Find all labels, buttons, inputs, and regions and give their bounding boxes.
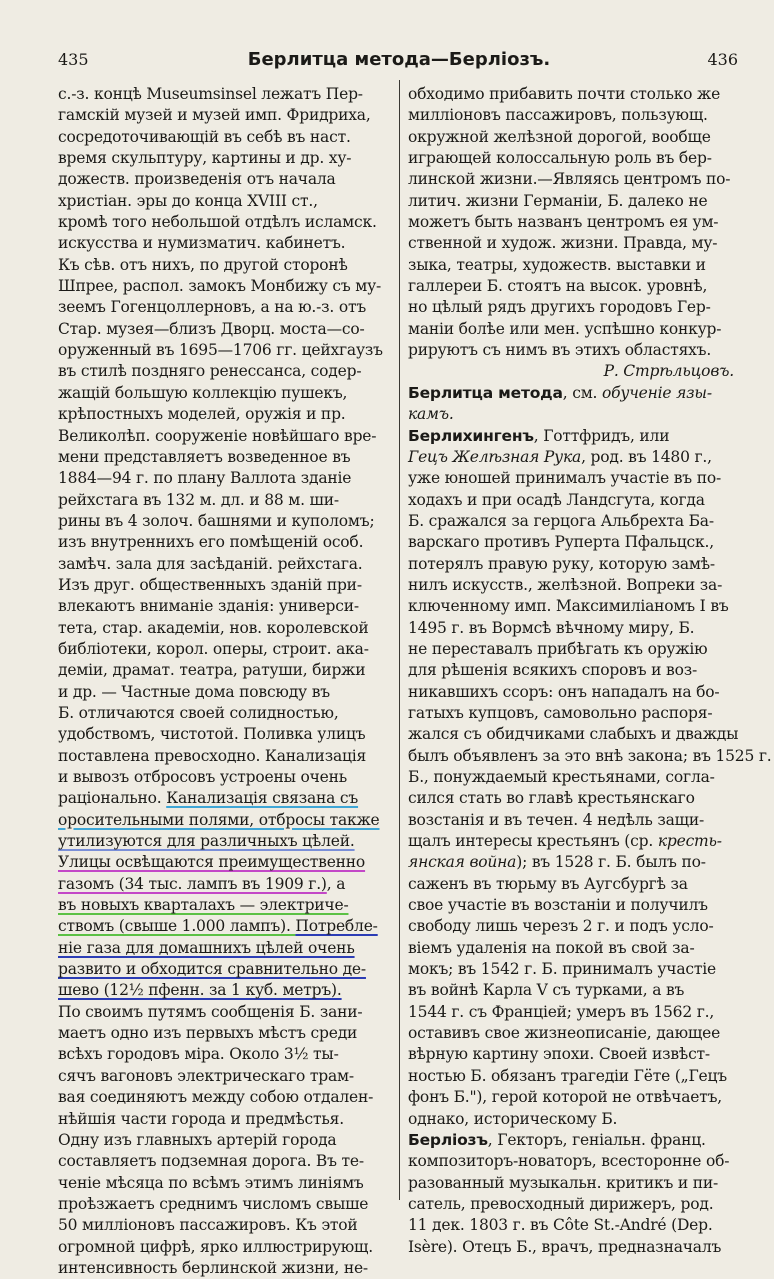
text-line: но цѣлый рядъ другихъ городовъ Гер- [408,298,711,317]
text-line: сился стать во главѣ крестьянскаго [408,789,695,808]
text-line: замѣч. зала для засѣданій. рейхстага. [58,554,363,573]
text-line: дожеств. произведенія отъ начала [58,170,336,189]
text-line: сатель, превосходный дирижеръ, род. [408,1194,714,1213]
highlighted-text: оросительными полями, отбросы также [58,810,380,829]
text-line: изъ внутреннихъ его помѣщеній особ. [58,533,364,552]
text-line: рируютъ съ нимъ въ этихъ областяхъ. [408,341,712,360]
text-line: и др. — Частные дома повсюду въ [58,682,330,701]
text-line: сячъ вагоновъ электрическаго трам- [58,1066,354,1085]
text-line: составляетъ подземная дорога. Въ те- [58,1152,364,1171]
text-line: жался съ обидчиками слабыхъ и дважды [408,725,739,744]
cross-reference: янская война [408,853,517,872]
entry-berlitz [408,383,740,404]
text-line [58,810,392,831]
text-line: тета, стар. академіи, нов. королевской [58,618,369,637]
text-line: можетъ быть названъ центромъ ея ум- [408,213,719,232]
text-line: библіотеки, корол. оперы, строит. ака- [58,639,369,658]
text-line: и вывозъ отбросовъ устроены очень [58,768,347,786]
text-line: разованный музыкальн. критикъ и пи- [408,1173,719,1192]
text-line [58,895,392,916]
text-line [58,980,392,1001]
text-line: 1544 г. съ Франціей; умеръ въ 1562 г., [408,1002,715,1021]
text-line: христіан. эры до конца XVIII ст., [58,191,318,210]
text-line: вѣрную картину эпохи. Своей извѣст- [408,1045,710,1064]
text-line: зыка, театры, художеств. выставки и [408,255,706,274]
entry-headword: Берліозъ [408,1130,488,1149]
text-line: композиторъ-новаторъ, всесторонне об- [408,1152,730,1171]
text-line: ключенному имп. Максимиліаномъ I въ [408,597,729,616]
text-line: саженъ въ тюрьму въ Аугсбургѣ за [408,874,688,893]
right-column-lines-a [408,84,740,361]
text-line: для рѣшенія всякихъ споровъ и воз- [408,661,697,680]
text-line: фонъ Б."), герой которой не отвѣчаетъ, [408,1088,723,1107]
right-column-lines-d [408,1151,740,1258]
text-line: 1495 г. въ Вормсѣ вѣчному миру, Б. [408,618,695,637]
text-line: рины въ 4 золоч. башнями и куполомъ; [58,511,375,530]
text-line: всѣхъ городовъ міра. Около 3½ ты- [58,1045,339,1064]
text-line: ственной и худож. жизни. Правда, му- [408,234,718,253]
text-line: милліоновъ пассажировъ, пользующ. [408,106,708,125]
text-line: линской жизни.—Являясь центромъ по- [408,170,731,189]
highlighted-text: ствомъ (свыше 1.000 лампъ). [58,917,296,936]
text-line: потерялъ правую руку, которую замѣ- [408,554,715,573]
left-column-tail-lines [58,1002,392,1279]
text-line [58,874,392,895]
text-line: с.-з. концѣ Museumsinsel лежатъ Пер- [58,85,363,103]
text-line: искусства и нумизматич. кабинетъ. [58,234,346,253]
highlighted-text: шево (12½ пфенн. за 1 куб. метръ). [58,981,342,1000]
text-line: окружной желѣзной дорогой, вообще [408,127,711,146]
cross-reference-cont: камъ. [408,405,454,424]
text-line: 1884—94 г. по плану Валлота зданіе [58,469,352,488]
page-number-left: 435 [58,50,89,69]
text-line: уже юношей принималъ участіе въ по- [408,469,721,488]
text-line [58,831,392,852]
text-line: зеемъ Гогенцоллерновъ, а на ю.-з. отъ [58,298,367,317]
text-line: время скульптуру, картины и др. ху- [58,149,352,168]
text-line: Isère). Отецъ Б., врачъ, предназначалъ [408,1237,722,1256]
highlighted-text: въ новыхъ кварталахъ — электриче- [58,896,349,915]
highlighted-text: утилизуются для различныхъ цѣлей. [58,832,355,851]
entry-berlioz [408,1130,740,1151]
text-line: нѣйшія части города и предмѣстья. [58,1109,344,1128]
text-line: Б. отличаются своей солидностью, [58,703,339,722]
text-line: Изъ друг. общественныхъ зданій при- [58,575,362,594]
right-column-lines-c [408,874,740,1130]
text-line [58,788,392,809]
text-line: не переставалъ прибѣгать къ оружію [408,639,708,658]
text-line: рейхстага въ 132 м. дл. и 88 м. ши- [58,490,339,509]
text-line: Шпрее, распол. замокъ Монбижу съ му- [58,277,382,296]
text-line: влекаютъ вниманіе зданія: универси- [58,597,359,616]
text-line: обходимо прибавить почти столько же [408,85,721,103]
text-line [408,831,740,852]
text-line: возстанія и въ течен. 4 недѣль защи- [408,810,704,829]
text-line: жащій большую коллекцію пушекъ, [58,383,348,402]
text-line: Къ сѣв. отъ нихъ, по другой сторонѣ [58,255,348,274]
text-line: былъ объявленъ за это внѣ закона; въ 1525 г. [408,746,772,765]
text-line: свое участіе въ возстаніи и получилъ [408,896,708,915]
text-line: Великолѣп. сооруженіе новѣйшаго вре- [58,426,377,445]
text-line: вая соединяютъ между собою отдален- [58,1088,374,1107]
text-line: варскаго противъ Руперта Пфальцск., [408,533,714,552]
text-line: литич. жизни Германіи, Б. далеко не [408,191,708,210]
text-line: ходахъ и при осадѣ Ландсгута, когда [408,490,705,509]
left-column [58,84,392,1279]
right-column [408,84,772,1258]
text-line: свободу лишь черезъ 2 г. и подъ усло- [408,917,714,936]
page-number-right: 436 [707,50,738,69]
text-line: мокъ; въ 1542 г. Б. принималъ участіе [408,960,716,979]
highlighted-text: ніе газа для домашнихъ цѣлей очень [58,938,355,957]
text-line: въ стилѣ поздняго ренессанса, содер- [58,362,362,381]
text-line: проѣзжаетъ среднимъ числомъ свыше [58,1194,369,1213]
highlighted-text: Канализація связана съ [166,789,359,808]
text-line: маетъ одно изъ первыхъ мѣстъ среди [58,1024,358,1043]
text-line [408,447,740,468]
text-line [58,959,392,980]
text-line: однако, историческому Б. [408,1109,618,1128]
text-line: гамскій музей и музей имп. Фридриха, [58,106,371,125]
highlighted-text: развито и обходится сравнительно де- [58,960,366,979]
author-signature: Р. Стрѣльцовъ. [603,362,734,381]
text-line: никавшихъ ссоръ: онъ нападалъ на бо- [408,682,720,701]
cross-reference: кресть- [657,832,722,851]
text-line: Б. сражался за герцога Альбрехта Ба- [408,511,714,530]
text-fragment: щалъ интересы крестьянъ (ср. [408,832,658,851]
right-column-lines-b [408,468,772,831]
text-line [408,852,740,873]
text-line: оставивъ свое жизнеописаніе, дающее [408,1024,721,1043]
text-line: въ войнѣ Карла V съ турками, а въ [408,981,685,1000]
text-line: нилъ искусств., желѣзной. Вопреки за- [408,575,723,594]
text-line: играющей колоссальную роль въ бер- [408,149,712,168]
column-divider [399,80,400,1200]
text-line: деміи, драмат. театра, ратуши, биржи [58,661,366,680]
page-header [58,50,740,74]
text-line [58,938,392,959]
text-line [58,916,392,937]
entry-headword: Берлитца метода [408,383,563,402]
text-line: оруженный въ 1695—1706 гг. цейхгаузъ [58,341,383,360]
text-fragment: раціонально. [58,789,167,808]
text-line: интенсивность берлинской жизни, не- [58,1258,368,1277]
text-line: крѣпостныхъ моделей, оружія и пр. [58,405,346,424]
left-column-lines [58,84,392,788]
cross-reference: обученіе язы- [602,383,712,402]
highlighted-text: газомъ (34 тыс. лампъ въ 1909 г.) [58,874,327,893]
text-line: удобствомъ, чистотой. Поливка улицъ [58,725,366,744]
text-fragment: , Готтфридъ, или [533,426,670,445]
highlighted-text: Улицы освѣщаются преимущественно [58,853,366,872]
running-title: Берлитца метода—Берліозъ. [247,49,551,70]
text-line: огромной цифрѣ, ярко иллюстрирующ. [58,1237,373,1256]
text-line: гатыхъ купцовъ, самовольно распоря- [408,703,713,722]
text-line: мени представляетъ возведенное въ [58,447,351,466]
text-line: кромѣ того небольшой отдѣлъ исламск. [58,213,377,232]
text-fragment: , см. [562,383,603,402]
text-line: галлереи Б. стоятъ на высок. уровнѣ, [408,277,708,296]
text-line [58,852,392,873]
text-line: По своимъ путямъ сообщенія Б. зани- [58,1002,363,1021]
text-fragment: , а [326,874,346,893]
text-line: Стар. музея—близъ Дворц. моста—со- [58,319,365,338]
text-line: 50 милліоновъ пассажировъ. Къ этой [58,1216,358,1235]
text-line: Б., понуждаемый крестьянами, согла- [408,768,715,786]
text-line: маніи болѣе или мен. успѣшно конкур- [408,319,722,338]
text-fragment: Гецъ Желѣзная Рука [408,447,582,466]
text-line: сосредоточивающій въ себѣ въ наст. [58,127,351,146]
entry-headword: Берлихингенъ [408,426,534,445]
text-line: Одну изъ главныхъ артерій города [58,1130,337,1149]
highlighted-text: Потребле- [295,917,378,936]
text-fragment: , Гекторъ, геніальн. франц. [487,1130,706,1149]
text-line: 11 дек. 1803 г. въ Côte St.-André (Dep. [408,1216,713,1235]
text-fragment: ); въ 1528 г. Б. былъ по- [516,853,706,872]
text-fragment: , род. въ 1480 г., [581,447,712,466]
text-line: ченіе мѣсяца по всѣмъ этимъ линіямъ [58,1173,364,1192]
text-line: поставлена превосходно. Канализація [58,746,367,765]
text-line: ностью Б. обязанъ трагедіи Гёте („Гецъ [408,1066,727,1085]
entry-berlichingen [408,426,740,447]
text-line: віемъ удаленія на покой въ свой за- [408,938,695,957]
